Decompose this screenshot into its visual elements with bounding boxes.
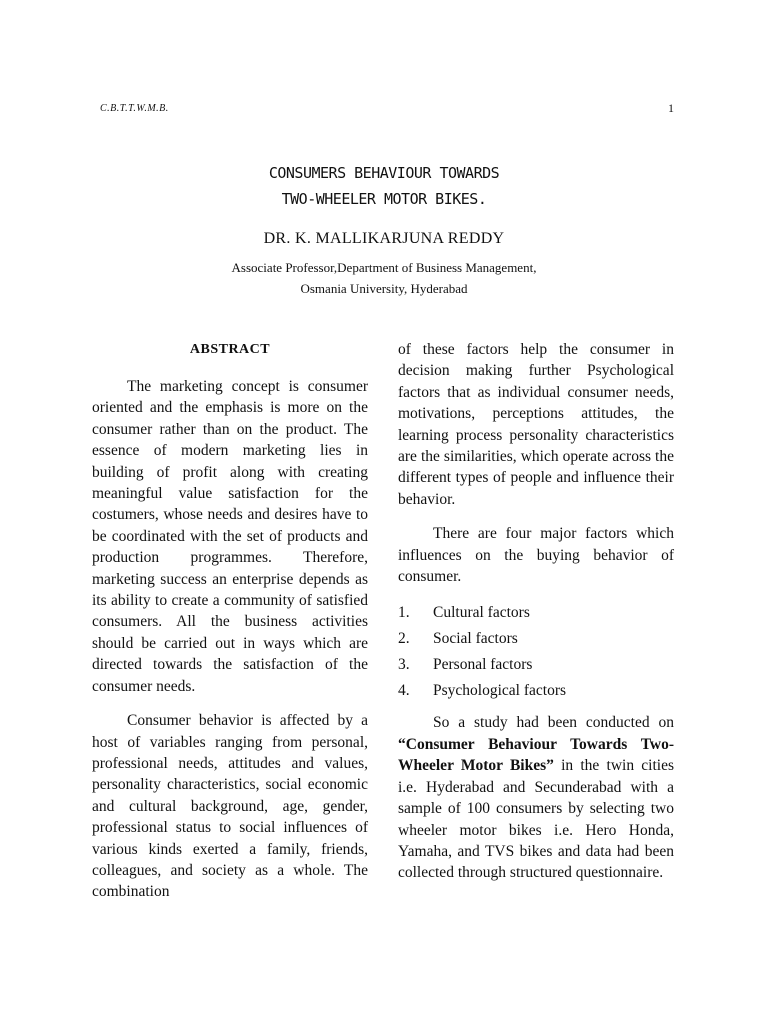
left-column	[92, 339, 368, 916]
author-affiliation	[0, 257, 768, 299]
running-head: C.B.T.T.W.M.B.	[100, 103, 169, 114]
title-line-2: TWO-WHEELER MOTOR BIKES.	[281, 190, 487, 208]
abstract-heading: ABSTRACT	[189, 342, 271, 357]
factor-number: 4.	[398, 682, 410, 700]
factor-label: Cultural factors	[433, 604, 530, 622]
title-line-1: CONSUMERS BEHAVIOUR TOWARDS	[268, 164, 500, 182]
list-item	[398, 652, 674, 678]
abstract-paragraph-3: of these factors help the consumer in decision making further Psychological factors that as individual consumer needs, motivations, perceptions attitudes, the learning process personality characteristics are the similarities, which operate across the different types of people and influence their behavior.	[398, 341, 674, 508]
affiliation-line-2: Osmania University, Hyderabad	[300, 281, 468, 296]
factor-label: Personal factors	[433, 656, 533, 674]
page-number: 1	[668, 101, 674, 115]
abstract-paragraph-4: There are four major factors which influences on the buying behavior of consumer.	[398, 525, 674, 586]
study-title: “Consumer Behaviour Towards Two-Wheeler Motor Bikes”	[398, 735, 674, 775]
factor-number: 3.	[398, 656, 410, 674]
list-item	[398, 678, 674, 704]
abstract-paragraph-2: Consumer behavior is affected by a host of variables ranging from personal, professional needs, attitudes and values, personality characteristics, social economic and cultural background, age, gender, professional status to social influences of various kinds exerted a family, friends, colleagues, and society as a whole. The combination	[92, 712, 368, 901]
list-item	[398, 600, 674, 626]
factor-label: Social factors	[433, 630, 518, 648]
list-item	[398, 626, 674, 652]
factor-label: Psychological factors	[433, 682, 567, 700]
factor-number: 1.	[398, 604, 410, 622]
right-column	[398, 339, 674, 897]
author-name: DR. K. MALLIKARJUNA REDDY	[263, 230, 505, 247]
paper-title	[0, 160, 768, 212]
paragraph-5-start: So a study had been conducted on	[433, 714, 674, 732]
abstract-paragraph-5	[398, 712, 674, 883]
factor-list	[398, 600, 674, 704]
affiliation-line-1: Associate Professor,Department of Business Management,	[231, 260, 537, 275]
abstract-paragraph-1: The marketing concept is consumer oriented and the emphasis is more on the consumer rather than on the product. The essence of modern marketing lies in building of profit along with creating meaningful value satisfaction for the costumers, whose needs and desires have to be coordinated with the set of products and production programmes. Therefore, marketing success an enterprise depends as its ability to create a community of satisfied consumers. All the business activities should be carried out in ways which are directed towards the satisfaction of the consumer needs.	[92, 378, 368, 695]
paragraph-5-end: in the twin cities i.e. Hyderabad and Secunderabad with a sample of 100 consumers by selecting two wheeler motor bikes i.e. Hero Honda, Yamaha, and TVS bikes and data had been collected through structured questionnaire.	[398, 757, 674, 882]
factor-number: 2.	[398, 630, 410, 648]
